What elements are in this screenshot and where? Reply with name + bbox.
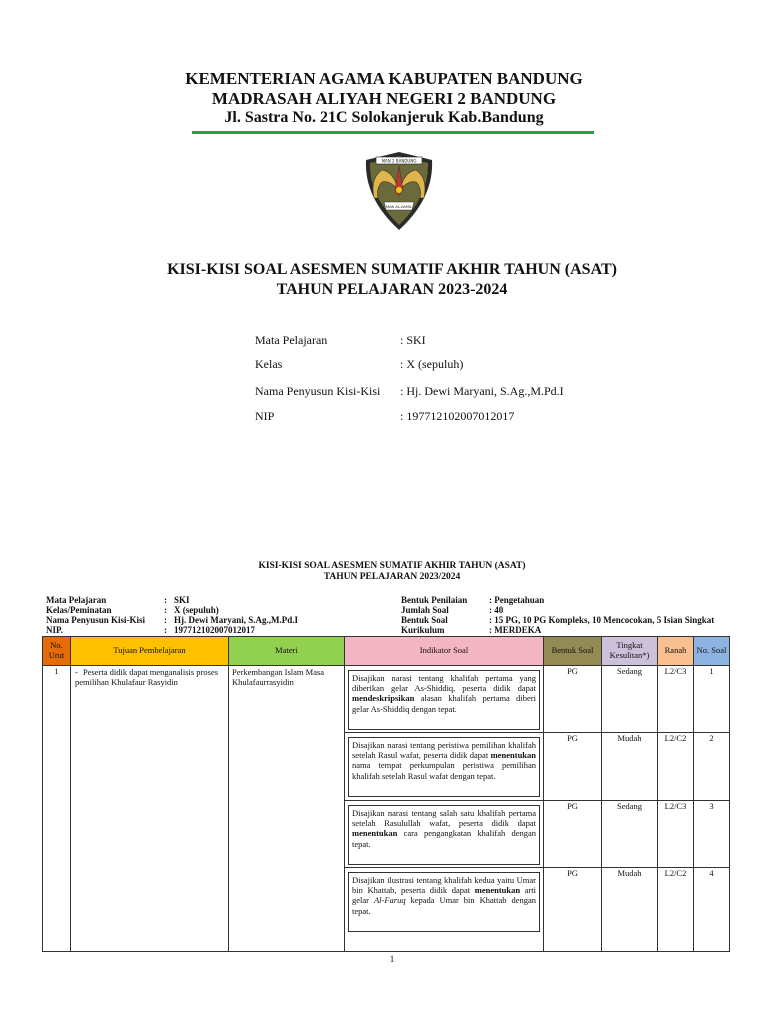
cell-ranah: L2/C3 — [658, 801, 694, 868]
cell-no-soal: 4 — [694, 868, 730, 952]
cell-bentuk: PG — [544, 733, 602, 801]
cover-subtitle: TAHUN PELAJARAN 2023-2024 — [276, 281, 508, 298]
cover-title: KISI-KISI SOAL ASESMEN SUMATIF AKHIR TAHUN (ASAT) — [167, 261, 617, 278]
cell-no-soal: 3 — [694, 801, 730, 868]
ind-keyword: mendeskripsikan — [352, 693, 415, 704]
cell-bentuk: PG — [544, 868, 602, 952]
info-key: Mata Pelajaran — [255, 333, 328, 347]
cell-tingkat: Mudah — [602, 733, 658, 801]
info-value: : SKI — [400, 333, 426, 347]
school-crest-icon — [360, 150, 438, 232]
letterhead-address: Jl. Sastra No. 21C Solokanjeruk Kab.Bandung — [224, 109, 544, 126]
cell-indikator — [345, 868, 544, 952]
ind-keyword: menentukan — [474, 885, 521, 896]
cell-bentuk: PG — [544, 801, 602, 868]
sheet-subtitle: TAHUN PELAJARAN 2023/2024 — [323, 572, 461, 582]
letterhead-ministry: KEMENTERIAN AGAMA KABUPATEN BANDUNG — [185, 69, 583, 88]
svg-text:MAN AL-KAMIL: MAN AL-KAMIL — [386, 205, 412, 209]
cell-tingkat: Mudah — [602, 868, 658, 952]
table-header-row — [43, 637, 730, 666]
cell-no-soal: 1 — [694, 666, 730, 733]
ind-text: kepada Umar bin Khattab dengan tepat. — [352, 895, 536, 916]
meta-key: Nama Penyusun Kisi-Kisi — [46, 615, 146, 625]
ind-text: cara pengangkatan khalifah dengan tepat. — [352, 828, 536, 849]
meta-value: X (sepuluh) — [174, 605, 219, 615]
meta-key: Bentuk Penilaian — [401, 595, 468, 605]
header-no-soal: No. Soal — [694, 637, 730, 666]
info-key: Kelas — [255, 357, 283, 371]
cell-ranah: L2/C2 — [658, 868, 694, 952]
tujuan-text: Peserta didik dapat menganalisis proses pemilihan Khulafaur Rasyidin — [75, 667, 219, 688]
cell-indikator — [345, 666, 544, 733]
meta-key: Kelas/Peminatan — [46, 605, 112, 615]
meta-value: : Pengetahuan — [489, 595, 545, 605]
meta-value: SKI — [174, 595, 190, 605]
ind-text: Disajikan narasi tentang salah satu khalifah pertama setelah Rasulullah wafat, peserta didik dapat — [352, 808, 536, 829]
header-ranah: Ranah — [658, 637, 694, 666]
indikator-box — [348, 670, 540, 730]
cell-tingkat: Sedang — [602, 666, 658, 733]
cell-tujuan — [71, 666, 229, 952]
indikator-box — [348, 805, 540, 865]
header-tingkat: Tingkat Kesulitan*) — [602, 637, 658, 666]
sheet-title: KISI-KISI SOAL ASESMEN SUMATIF AKHIR TAHUN (ASAT) — [258, 561, 526, 571]
indikator-box — [348, 737, 540, 797]
header-no-urut: No. Urut — [43, 637, 71, 666]
meta-key: Kurikulum — [401, 625, 445, 635]
meta-key: Bentuk Soal — [401, 615, 448, 625]
kisi-kisi-table — [42, 636, 730, 952]
cell-no-urut: 1 — [43, 666, 71, 952]
ind-text: Disajikan ilustrasi tentang khalifah kedua yaitu Umar bin Khattab, peserta didik dapat — [352, 875, 536, 896]
ind-text: Disajikan narasi tentang peristiwa pemilihan khalifah setelah Rasul wafat, peserta didik dapat — [352, 740, 536, 761]
header-materi: Materi — [229, 637, 345, 666]
letterhead-divider — [192, 131, 594, 134]
bullet-dash: - — [75, 667, 78, 677]
indikator-box — [348, 872, 540, 932]
meta-colon: : — [164, 595, 167, 605]
cell-materi: Perkembangan Islam Masa Khulafaurrasyidin — [229, 666, 345, 952]
svg-text:MAN 2 BANDUNG: MAN 2 BANDUNG — [381, 158, 417, 164]
page-number: 1 — [389, 954, 395, 964]
info-value: : Hj. Dewi Maryani, S.Ag.,M.Pd.I — [400, 384, 564, 398]
info-key: Nama Penyusun Kisi-Kisi — [255, 384, 381, 398]
ind-keyword: menentukan — [490, 750, 536, 761]
meta-key: Mata Pelajaran — [46, 595, 107, 605]
ind-text: nama tempat perkumpulan peristiwa pemilihan khalifah setelah Rasul wafat dengan tepat. — [352, 760, 536, 781]
header-tujuan: Tujuan Pembelajaran — [71, 637, 229, 666]
meta-colon: : — [164, 625, 167, 635]
meta-value: : 15 PG, 10 PG Kompleks, 10 Mencocokan, 5 Isian Singkat — [489, 615, 715, 625]
header-bentuk: Bentuk Soal — [544, 637, 602, 666]
letterhead-school: MADRASAH ALIYAH NEGERI 2 BANDUNG — [211, 89, 557, 108]
table-row — [43, 666, 730, 733]
meta-colon: : — [164, 615, 167, 625]
ind-keyword: menentukan — [352, 828, 398, 839]
ind-text: arti gelar — [352, 885, 537, 906]
info-value: : 197712102007012017 — [400, 409, 515, 423]
info-key: NIP — [255, 409, 275, 423]
ind-text: alasan khalifah pertama diberi gelar As-Shiddiq dengan tepat. — [352, 693, 536, 714]
header-indikator: Indikator Soal — [345, 637, 544, 666]
cell-no-soal: 2 — [694, 733, 730, 801]
cell-tingkat: Sedang — [602, 801, 658, 868]
meta-key: NIP. — [46, 625, 63, 635]
meta-key: Jumlah Soal — [401, 605, 449, 615]
cell-ranah: L2/C2 — [658, 733, 694, 801]
meta-colon: : — [164, 605, 167, 615]
cell-indikator — [345, 801, 544, 868]
cell-ranah: L2/C3 — [658, 666, 694, 733]
ind-term: Al-Faruq — [373, 895, 406, 906]
meta-value: : MERDEKA — [489, 625, 542, 635]
cell-indikator — [345, 733, 544, 801]
meta-value: : 40 — [489, 605, 504, 615]
ind-text: Disajikan narasi tentang khalifah pertama yang diberikan gelar As-Shiddiq, peserta didik dapat — [352, 673, 536, 694]
meta-value: 197712102007012017 — [174, 625, 255, 635]
info-value: : X (sepuluh) — [400, 357, 464, 371]
cell-bentuk: PG — [544, 666, 602, 733]
meta-value: Hj. Dewi Maryani, S.Ag.,M.Pd.I — [174, 615, 298, 625]
